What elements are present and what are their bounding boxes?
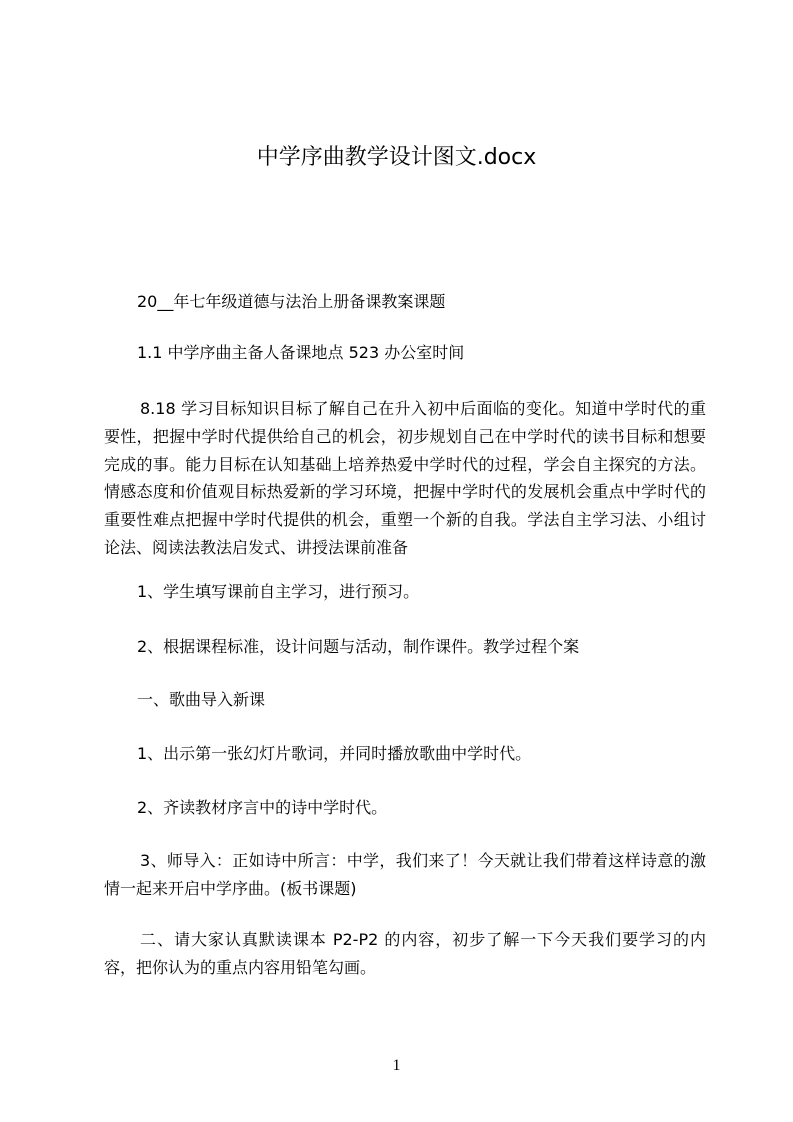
paragraph-course-title: 20__年七年级道德与法治上册备课教案课题 — [137, 292, 446, 311]
page-number: 1 — [392, 1057, 401, 1074]
section-heading-song-intro: 一、歌曲导入新课 — [137, 690, 266, 709]
paragraph-step-show-slide: 1、出示第一张幻灯片歌词，并同时播放歌曲中学时代。 — [137, 744, 532, 763]
document-title: 中学序曲教学设计图文.docx — [256, 145, 537, 170]
paragraph-step-teacher-intro: 3、师导入：正如诗中所言：中学，我们来了！今天就让我们带着这样诗意的激情一起来开启中学序曲。(板书课题) — [104, 851, 706, 898]
paragraph-prep-step-1: 1、学生填写课前自主学习，进行预习。 — [137, 582, 420, 601]
section-heading-reading: 二、请大家认真默读课本 P2-P2 的内容，初步了解一下今天我们要学习的内容，把你认为的重点内容用铅笔勾画。 — [104, 930, 706, 977]
paragraph-learning-objectives: 8.18 学习目标知识目标了解自己在升入初中后面临的变化。知道中学时代的重要性，把握中学时代提供给自己的机会，初步规划自己在中学时代的读书目标和想要完成的事。能力目标在认知基础上培养热爱中学时代的过程，学会自主探究的方法。情感态度和价值观目标热爱新的学习环境，把握中学时代的发展机会重点中学时代的重要性难点把握中学时代提供的机会，重塑一个新的自我。学法自主学习法、小组讨论法、阅读法教法启发式、讲授法课前准备 — [104, 399, 706, 557]
paragraph-prep-step-2: 2、根据课程标准，设计问题与活动，制作课件。教学过程个案 — [137, 637, 580, 656]
paragraph-lesson-info: 1.1 中学序曲主备人备课地点 523 办公室时间 — [137, 343, 465, 362]
paragraph-step-read-poem: 2、齐读教材序言中的诗中学时代。 — [137, 798, 388, 817]
